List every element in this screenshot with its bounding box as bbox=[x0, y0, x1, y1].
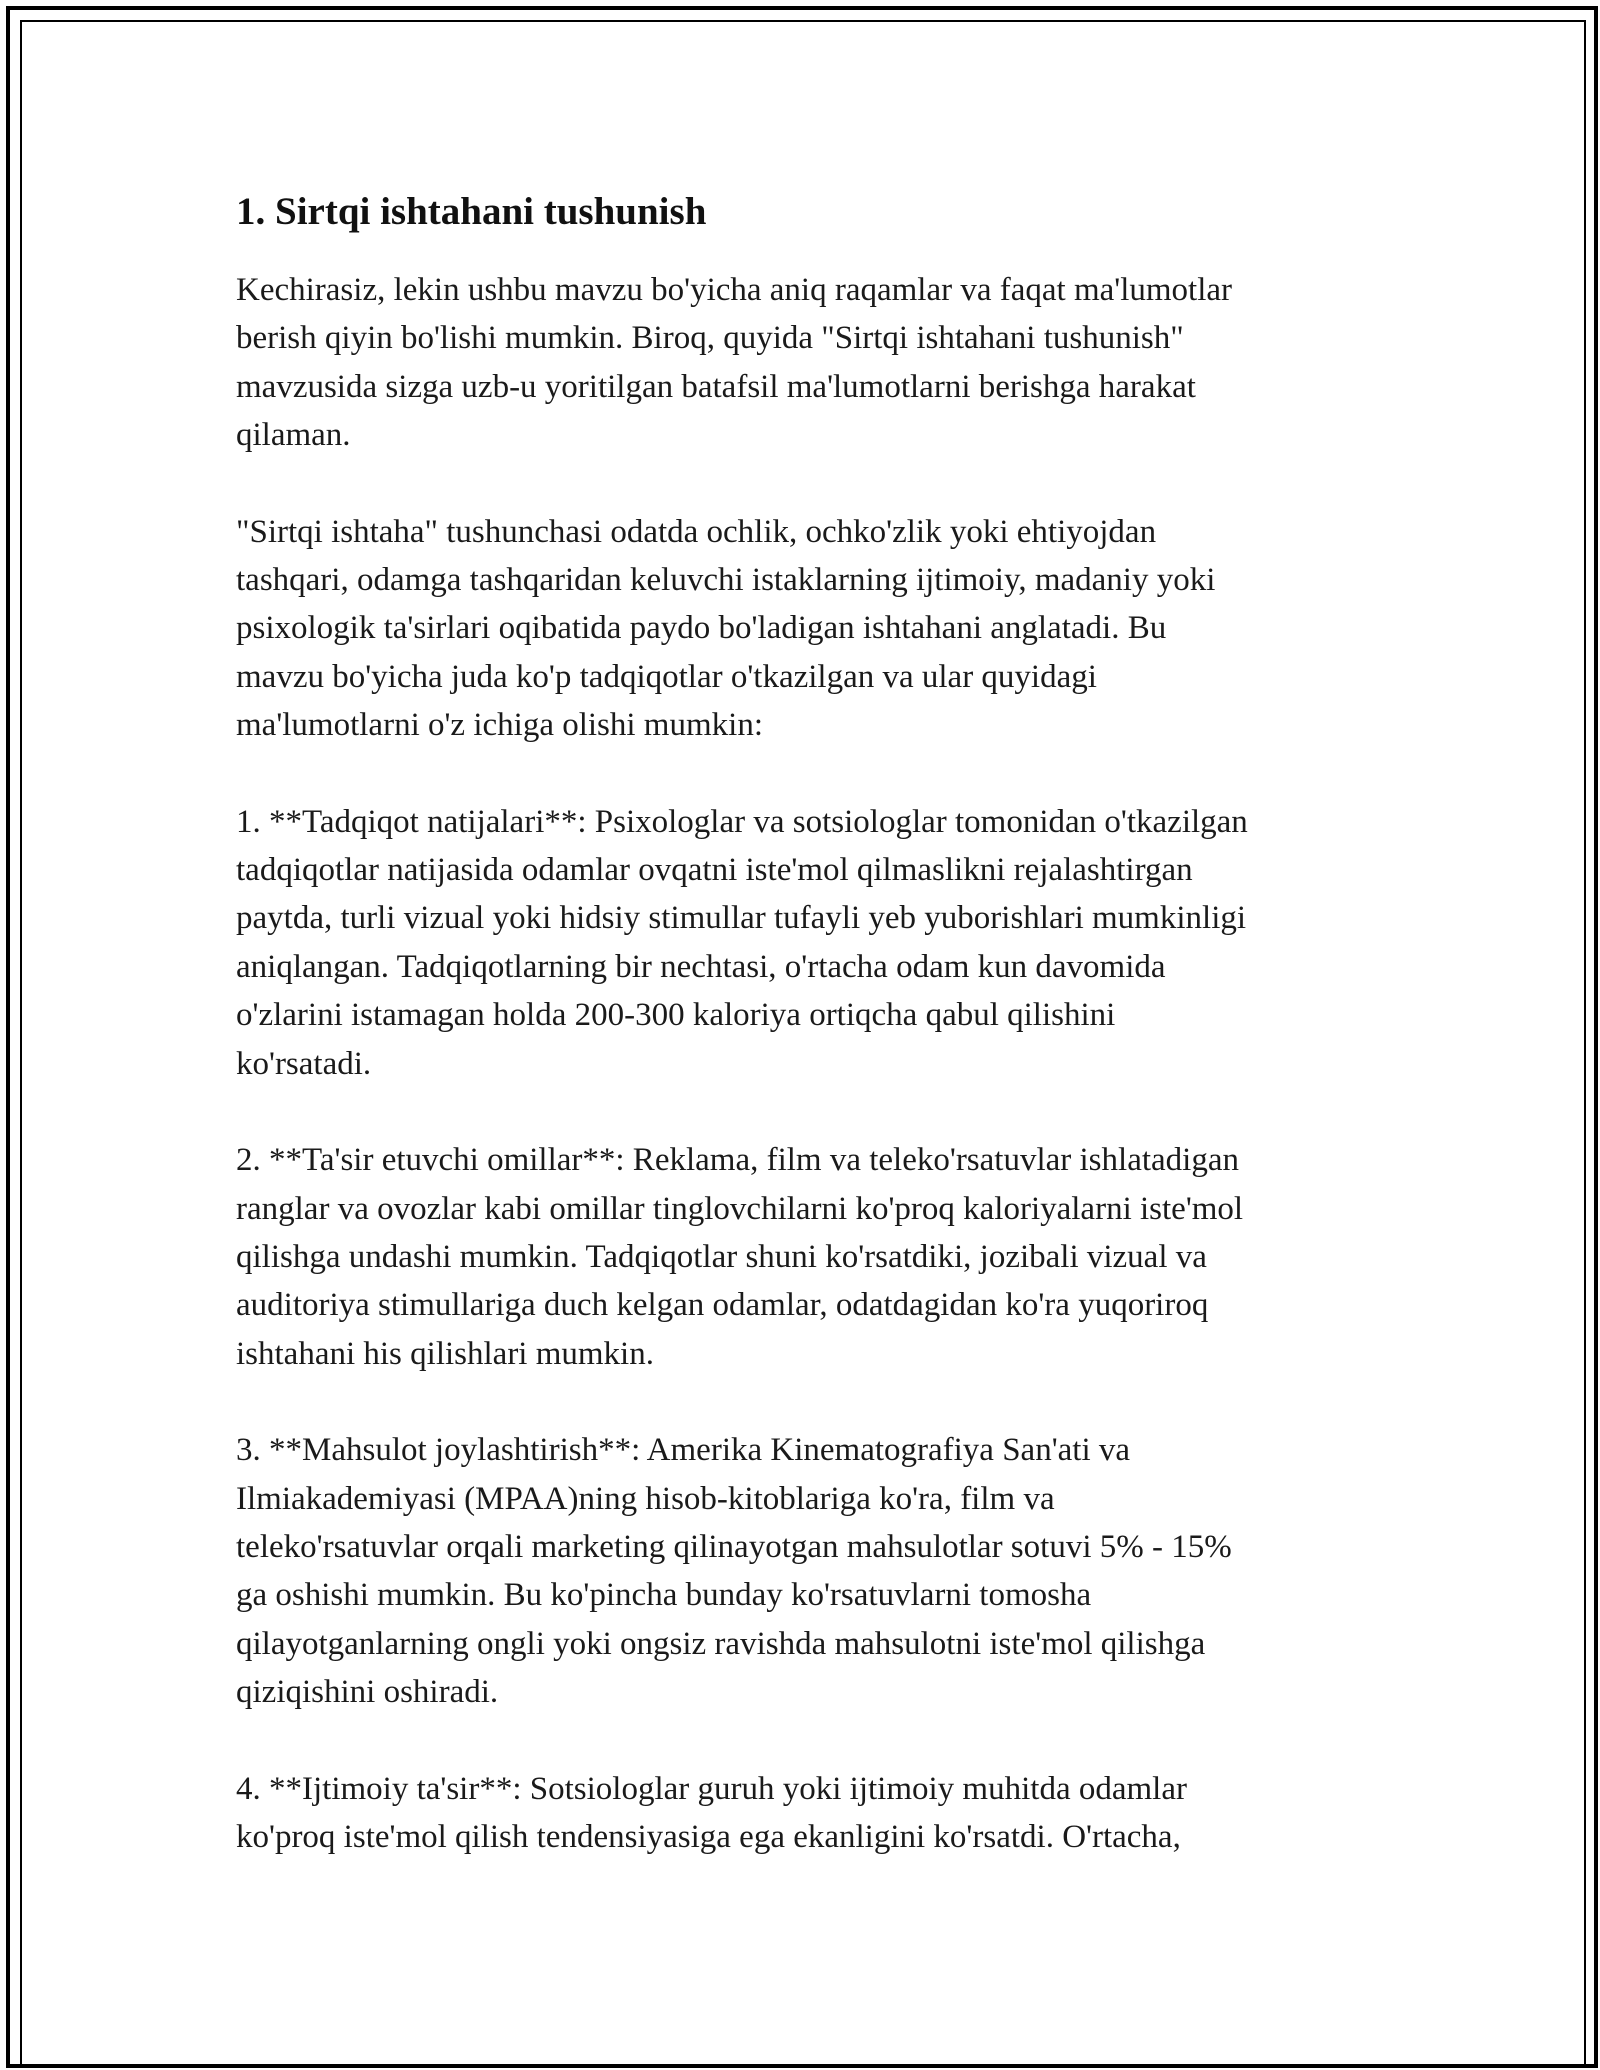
definition-paragraph: "Sirtqi ishtaha" tushunchasi odatda ochlik, ochko'zlik yoki ehtiyojdan tashqari, odamga tashqaridan keluvchi istaklarning ijtimoiy, madaniy yoki psixologik ta'sirlari oqibatida paydo bo'ladigan ishtahani anglatadi. Bu mavzu bo'yicha juda ko'p tadqiqotlar o'tkazilgan va ular quyidagi ma'lumotlarni o'z ichiga olishi mumkin: bbox=[236, 513, 1216, 744]
list-item-product-placement: 3. **Mahsulot joylashtirish**: Amerika Kinematografiya San'ati va Ilmiakademiyasi (MPAA)ning hisob-kitoblariga ko'ra, film va teleko'rsatuvlar orqali marketing qilinayotgan mahsulotlar sotuvi 5% - 15% ga oshishi mumkin. Bu ko'pincha bunday ko'rsatuvlarni tomosha qilayotganlarning ongli yoki ongsiz ravishda mahsulotni iste'mol qilishga qiziqishini oshiradi. bbox=[236, 1432, 1232, 1711]
list-item-social-influence: 4. **Ijtimoiy ta'sir**: Sotsiologlar guruh yoki ijtimoiy muhitda odamlar ko'proq iste'mol qilish tendensiyasiga ega ekanligini ko'rsatdi. O'rtacha, bbox=[236, 1770, 1187, 1855]
list-item-influencing-factors: 2. **Ta'sir etuvchi omillar**: Reklama, film va teleko'rsatuvlar ishlatadigan ranglar va ovozlar kabi omillar tinglovchilarni ko'proq kaloriyalarni iste'mol qilishga undashi mumkin. Tadqiqotlar shuni ko'rsatdiki, jozibali vizual va auditoriya stimullariga duch kelgan odamlar, odatdagidan ko'ra yuqoriroq ishtahani his qilishlari mumkin. bbox=[236, 1142, 1244, 1372]
list-item-research-results: 1. **Tadqiqot natijalari**: Psixologlar va sotsiologlar tomonidan o'tkazilgan tadqiqotlar natijasida odamlar ovqatni iste'mol qilmaslikni rejalashtirgan paytda, turli vizual yoki hidsiy stimullar tufayli yeb yuborishlari mumkinligi aniqlangan. Tadqiqotlarning bir nechtasi, o'rtacha odam kun davomida o'zlarini istamagan holda 200-300 kaloriya ortiqcha qabul qilishini ko'rsatadi. bbox=[236, 803, 1248, 1082]
section-heading: 1. Sirtqi ishtahani tushunish bbox=[236, 190, 707, 233]
document-body bbox=[236, 186, 1386, 1909]
intro-paragraph: Kechirasiz, lekin ushbu mavzu bo'yicha aniq raqamlar va faqat ma'lumotlar berish qiyin bo'lishi mumkin. Biroq, quyida "Sirtqi ishtahani tushunish" mavzusida sizga uzb-u yoritilgan batafsil ma'lumotlarni berishga harakat qilaman. bbox=[236, 272, 1233, 454]
